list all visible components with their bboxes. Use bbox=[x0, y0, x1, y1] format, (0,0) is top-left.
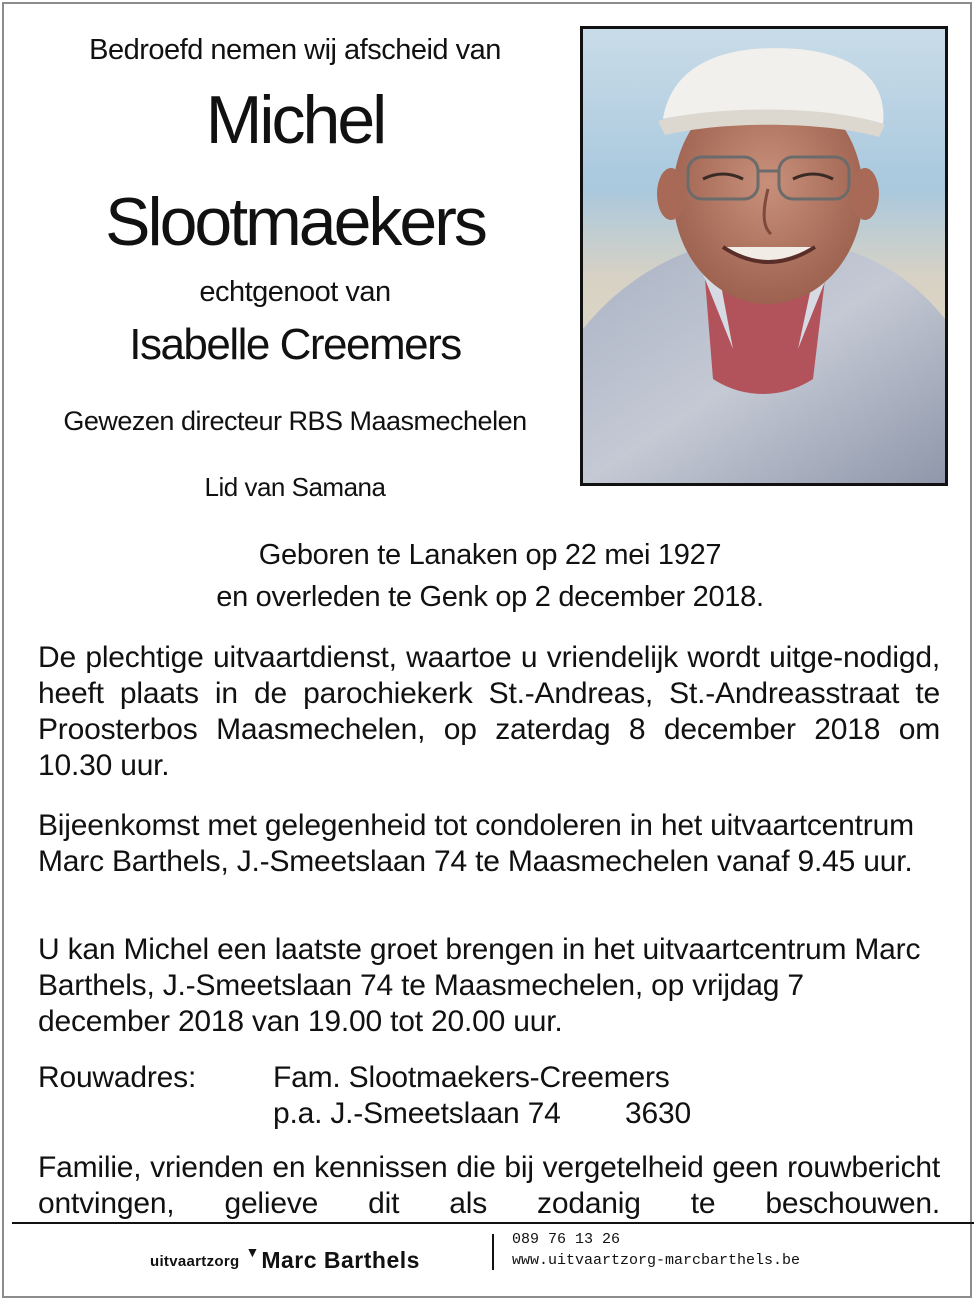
address-row-2 bbox=[38, 1096, 940, 1132]
membership: Lid van Samana bbox=[204, 472, 386, 502]
address-label-spacer bbox=[38, 1096, 273, 1132]
funeral-paragraph: De plechtige uitvaartdienst, waartoe u vriendelijk wordt uitge-nodigd, heeft plaats in de parochiekerk St.-Andreas, St.-Andreasstraat te Proosterbos Maasmechelen, op zaterdag 8 december 2018 om 10.30 uur. bbox=[38, 641, 940, 782]
address-street: p.a. J.-Smeetslaan 74 bbox=[273, 1097, 561, 1130]
spouse-name: Isabelle Creemers bbox=[129, 320, 461, 369]
farewell-paragraph: U kan Michel een laatste groet brengen in het uitvaartcentrum Marc Barthels, J.-Smeetslaan 74 te Maasmechelen, op vrijdag 7 december 2018 van 19.00 tot 20.00 uur. bbox=[38, 933, 921, 1038]
former-role: Gewezen directeur RBS Maasmechelen bbox=[63, 406, 527, 436]
logo-small-text: uitvaartzorg bbox=[150, 1253, 240, 1270]
birth-line: Geboren te Lanaken op 22 mei 1927 bbox=[258, 539, 722, 571]
portrait-photo-icon bbox=[583, 29, 945, 483]
death-line: en overleden te Genk op 2 december 2018. bbox=[216, 581, 764, 613]
logo-brand-name: Marc Barthels bbox=[261, 1247, 420, 1273]
address-street-block bbox=[273, 1096, 691, 1132]
spouse-prefix: echtgenoot van bbox=[199, 276, 391, 308]
address-postcode: 3630 bbox=[625, 1097, 691, 1130]
closing-paragraph: Familie, vrienden en kennissen die bij vergetelheid geen rouwbericht ontvingen, gelieve dit als zodanig te beschouwen. bbox=[38, 1151, 940, 1220]
triangle-icon: ▼ bbox=[245, 1244, 260, 1260]
deceased-first-name: Michel bbox=[205, 82, 385, 158]
footer-divider bbox=[12, 1222, 974, 1224]
life-dates bbox=[40, 534, 940, 618]
mourning-address bbox=[38, 1060, 940, 1132]
address-family: Fam. Slootmaekers-Creemers bbox=[273, 1061, 670, 1094]
intro-text: Bedroefd nemen wij afscheid van bbox=[89, 34, 501, 66]
phone-number: 089 76 13 26 bbox=[512, 1231, 621, 1248]
address-label: Rouwadres: bbox=[38, 1061, 197, 1094]
condolence-paragraph: Bijeenkomst met gelegenheid tot condoleren in het uitvaartcentrum Marc Barthels, J.-Smeetslaan 74 te Maasmechelen vanaf 9.45 uur. bbox=[38, 809, 914, 878]
footer-separator bbox=[492, 1234, 494, 1270]
funeral-home-logo bbox=[150, 1240, 420, 1276]
portrait-photo bbox=[580, 26, 948, 486]
website-link[interactable]: www.uitvaartzorg-marcbarthels.be bbox=[512, 1252, 801, 1269]
deceased-last-name: Slootmaekers bbox=[105, 184, 485, 260]
address-row-1 bbox=[38, 1060, 940, 1096]
